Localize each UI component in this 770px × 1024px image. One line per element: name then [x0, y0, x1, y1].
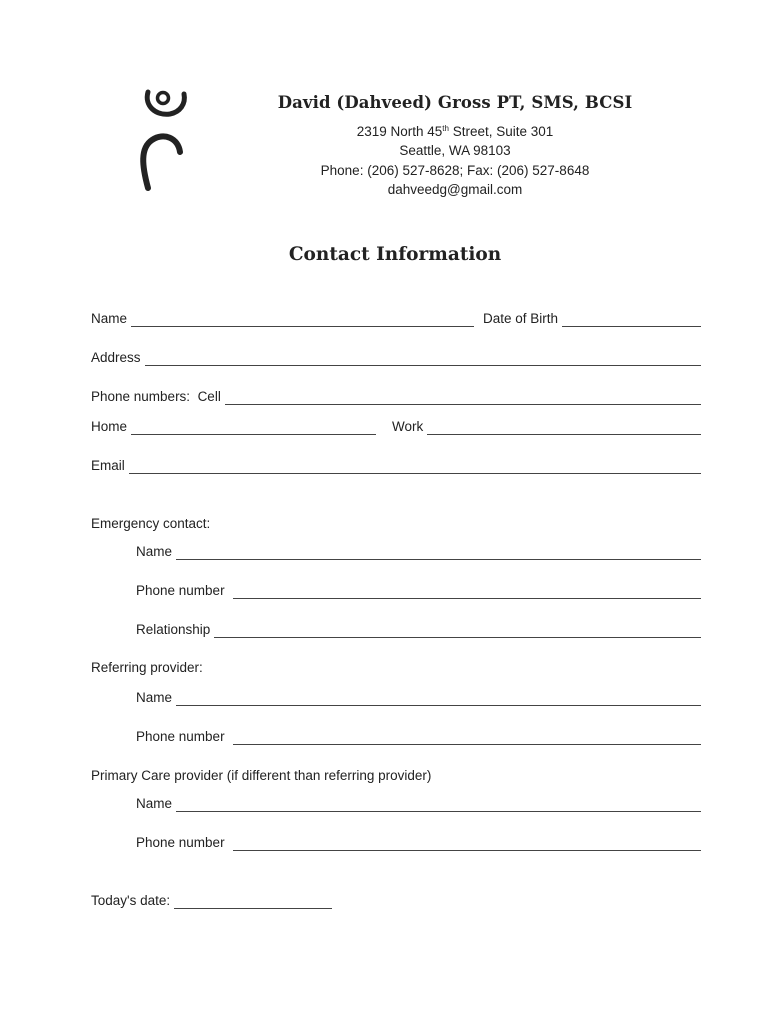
logo-head-ring [158, 93, 169, 104]
referring-phone-field[interactable] [233, 731, 701, 745]
emergency-relationship-row [136, 621, 701, 638]
address-field[interactable] [145, 352, 701, 366]
home-label: Home [91, 419, 128, 434]
referring-phone-label: Phone number [136, 729, 225, 744]
today-label: Today's date: [91, 893, 171, 908]
address-number: 2319 North 45 [356, 123, 443, 139]
emergency-heading-text: Emergency contact: [91, 516, 211, 531]
cell-label: Phone numbers: Cell [91, 389, 221, 404]
city-state-zip: Seattle, WA 98103 [399, 143, 511, 158]
emergency-name-row [136, 543, 701, 560]
referring-phone-row [136, 728, 701, 745]
referring-heading-text: Referring provider: [91, 660, 203, 675]
address-row [91, 349, 701, 366]
emergency-relationship-label: Relationship [136, 622, 211, 637]
emergency-name-label: Name [136, 544, 173, 559]
letterhead [270, 93, 640, 200]
dob-label: Date of Birth [483, 311, 559, 326]
email-field[interactable] [129, 460, 701, 474]
address-label: Address [91, 350, 141, 365]
emergency-relationship-field[interactable] [214, 624, 701, 638]
dob-field[interactable] [562, 313, 701, 327]
primary-heading [91, 767, 431, 784]
logo-body-arc [143, 136, 180, 188]
primary-phone-label: Phone number [136, 835, 225, 850]
email-address: dahveedg@gmail.com [387, 182, 523, 197]
primary-name-field[interactable] [176, 798, 701, 812]
address-suffix: th [442, 123, 449, 133]
practitioner-name: David (Dahveed) Gross PT, SMS, BCSI [277, 93, 633, 112]
home-field[interactable] [131, 421, 376, 435]
today-row [91, 892, 332, 909]
referring-name-label: Name [136, 690, 173, 705]
emergency-name-field[interactable] [176, 546, 701, 560]
name-field[interactable] [131, 313, 474, 327]
cell-row [91, 388, 701, 405]
referring-heading [91, 659, 203, 676]
name-dob-row [91, 310, 701, 327]
phone-fax: Phone: (206) 527-8628; Fax: (206) 527-8648 [320, 162, 590, 178]
emergency-heading [91, 515, 210, 532]
work-label: Work [392, 419, 424, 434]
emergency-phone-label: Phone number [136, 583, 225, 598]
email-row [91, 457, 701, 474]
primary-phone-field[interactable] [233, 837, 701, 851]
email-label: Email [91, 458, 125, 473]
cell-field[interactable] [225, 391, 701, 405]
practice-logo [136, 82, 190, 196]
primary-phone-row [136, 834, 701, 851]
work-field[interactable] [427, 421, 701, 435]
form-title: Contact Information [288, 244, 502, 265]
street-address [270, 122, 640, 142]
today-field[interactable] [174, 895, 332, 909]
home-work-row [91, 418, 701, 435]
referring-name-field[interactable] [176, 692, 701, 706]
emergency-phone-row [136, 582, 701, 599]
primary-heading-text: Primary Care provider (if different than referring provider) [91, 768, 432, 783]
emergency-phone-field[interactable] [233, 585, 701, 599]
referring-name-row [136, 689, 701, 706]
name-label: Name [91, 311, 128, 326]
primary-name-label: Name [136, 796, 173, 811]
primary-name-row [136, 795, 701, 812]
address-rest: Street, Suite 301 [448, 123, 554, 139]
